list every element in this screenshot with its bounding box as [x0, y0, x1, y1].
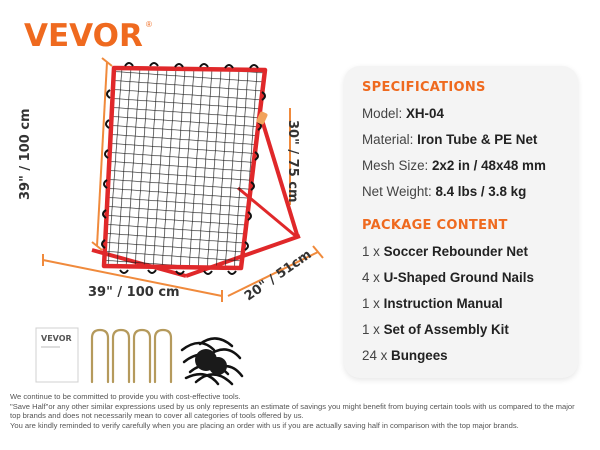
spec-value: XH-04 [405, 106, 444, 121]
package-item [362, 296, 503, 311]
spec-label: Mesh Size: [362, 158, 429, 173]
package-name: Instruction Manual [383, 296, 503, 311]
vevor-logo: VEVOR [24, 18, 143, 54]
package-name: Soccer Rebounder Net [383, 244, 528, 259]
package-item [362, 270, 534, 285]
height-label: 39" / 100 cm [18, 108, 33, 200]
disclaimer [10, 392, 595, 431]
disclaimer-line: We continue to be committed to provide you with cost-effective tools. [10, 392, 241, 401]
package-qty: 24 x [362, 348, 388, 363]
package-name: U-Shaped Ground Nails [383, 270, 534, 285]
spec-row-net-weight [362, 184, 526, 199]
manual-logo: VEVOR [41, 334, 72, 343]
spec-row-model [362, 106, 444, 121]
spec-value: Iron Tube & PE Net [417, 132, 538, 147]
package-item [362, 322, 509, 337]
bungees [182, 338, 242, 384]
package-name: Set of Assembly Kit [383, 322, 509, 337]
spec-row-material [362, 132, 537, 147]
package-name: Bungees [391, 348, 448, 363]
disclaimer-line: You are kindly reminded to verify carefully when you are placing an order with us if you are actually saving half in comparison with the top major brands. [10, 421, 519, 431]
package-qty: 1 x [362, 322, 380, 337]
u-shaped-ground-nails [92, 330, 171, 382]
spec-label: Net Weight: [362, 184, 432, 199]
registered-mark: ® [146, 20, 152, 29]
specifications-title: SPECIFICATIONS [362, 80, 486, 95]
spec-label: Material: [362, 132, 414, 147]
width-label: 39" / 100 cm [88, 285, 180, 300]
package-qty: 1 x [362, 244, 380, 259]
disclaimer-line: top brands and does not necessarily mean to cover all categories of tools offered by us. [10, 411, 304, 421]
spec-row-mesh-size [362, 158, 546, 173]
package-item [362, 348, 448, 363]
right-height-label: 30" / 75 cm [285, 120, 300, 203]
package-qty: 1 x [362, 296, 380, 311]
disclaimer-line: "Save Half"or any other similar expressions used by us only represents an estimate of savings you might benefit from buying certain tools with us compared to the major [10, 401, 575, 411]
accessories-illustration [0, 320, 345, 390]
package-content-title: PACKAGE CONTENT [362, 218, 508, 233]
package-qty: 4 x [362, 270, 380, 285]
instruction-manual [36, 328, 78, 382]
depth-label: 20" / 51cm [242, 247, 315, 305]
spec-card [344, 66, 578, 378]
spec-label: Model: [362, 106, 403, 121]
spec-value: 2x2 in / 48x48 mm [431, 158, 546, 173]
spec-value: 8.4 lbs / 3.8 kg [435, 184, 527, 199]
package-item [362, 244, 528, 259]
